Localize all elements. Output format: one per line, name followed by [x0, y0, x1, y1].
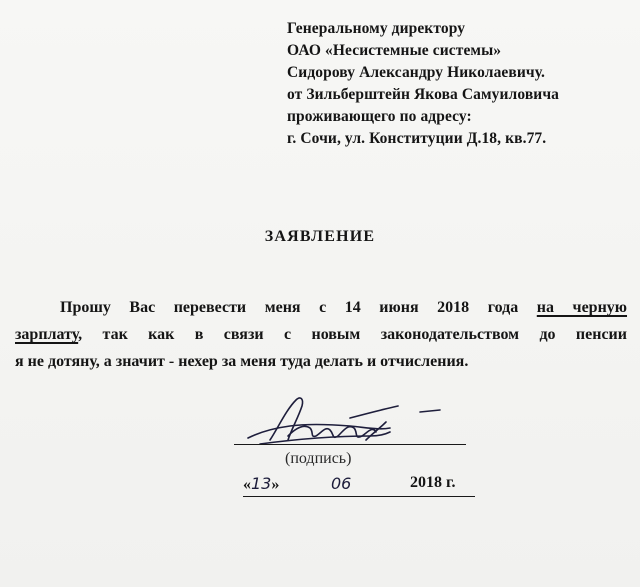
body-line-2	[15, 321, 627, 348]
address-line: г. Сочи, ул. Конституции Д.18, кв.77.	[287, 130, 547, 147]
body-line-1-underlined: на черную	[536, 299, 628, 316]
body-line-2-underlined: зарплату	[15, 326, 79, 343]
date-month: 06	[331, 474, 352, 493]
date-underline	[243, 496, 475, 497]
date-row	[243, 474, 475, 502]
sender-line: от Зильберштейн Якова Самуиловича	[287, 86, 560, 103]
addressee-line-3: Сидорову Александру Николаевичу.	[287, 64, 546, 81]
body-line-1	[15, 294, 627, 321]
body-line-1-text: Прошу Вас перевести меня с 14 июня 2018 года	[60, 299, 537, 316]
body-line-2-text: , так как в связи с новым законодательством до пенсии	[78, 326, 627, 343]
document-title: ЗАЯВЛЕНИЕ	[264, 228, 376, 245]
date-day	[243, 474, 279, 494]
statement-body	[15, 294, 627, 375]
address-label-line: проживающего по адресу:	[287, 108, 472, 125]
handwritten-signature	[230, 388, 460, 458]
addressee-block	[287, 18, 627, 150]
date-day-open-quote: «	[243, 476, 251, 493]
date-day-value: 13	[251, 474, 272, 493]
signature-line	[234, 444, 466, 445]
addressee-line-2: ОАО «Несистемные системы»	[287, 42, 502, 59]
addressee-line-1: Генеральному директору	[287, 20, 466, 37]
date-day-close-quote: »	[271, 476, 280, 493]
body-line-3: я не дотяну, а значит - нехер за меня туда делать и отчисления.	[15, 353, 469, 370]
signature-caption: (подпись)	[285, 450, 352, 467]
date-year: 2018 г.	[410, 474, 456, 491]
